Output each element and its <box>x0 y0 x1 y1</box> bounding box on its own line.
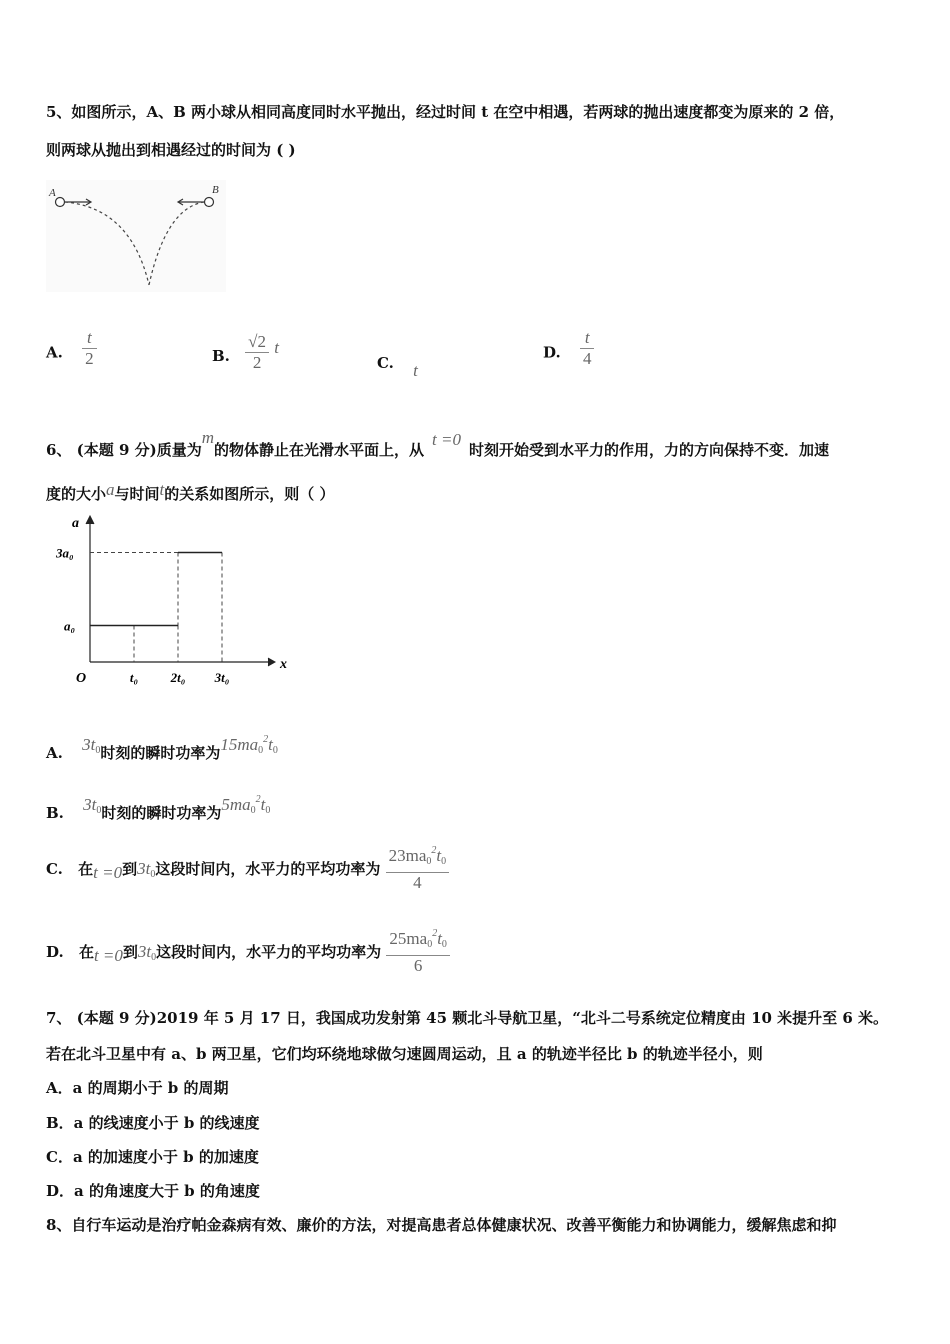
x-axis-label: x <box>280 657 287 672</box>
q6-a-symbol: a <box>106 480 115 499</box>
q5-option-b[interactable] <box>212 331 279 373</box>
q6-line2-a: 度的大小 <box>46 485 107 503</box>
q6-option-b-text: 时刻的瞬时功率为 <box>101 804 222 822</box>
q6-line1-a: 6、 (本题 9 分)质量为 <box>46 441 202 459</box>
q6-line2 <box>46 480 335 504</box>
q6-option-a-label: A. <box>46 744 63 762</box>
q5-option-b-label: B. <box>212 347 230 365</box>
ball-a <box>56 198 65 207</box>
q6-option-d-t0: t =0 <box>93 946 123 965</box>
frac-den: 2 <box>85 349 94 368</box>
y-axis-label: a <box>72 516 79 531</box>
q5-option-c-value: t <box>413 361 418 380</box>
origin-label: O <box>76 671 87 686</box>
q6-line1-b: 的物体静止在光滑水平面上，从 <box>214 441 425 459</box>
q6-option-d-to: 到 <box>122 943 138 961</box>
y-axis-arrow <box>86 516 94 524</box>
q5-figure <box>46 180 226 292</box>
q8-line1: 8、自行车运动是治疗帕金森病有效、廉价的方法，对提高患者总体健康状况、改善平衡能力和协调能力，缓解焦虑和抑 <box>46 1216 837 1234</box>
y-tick-3a0: 3a₀ <box>56 545 74 561</box>
q5-option-b-suffix: t <box>274 338 279 357</box>
q5-option-a-label: A. <box>46 343 63 362</box>
x-tick-3: 3t₀ <box>214 670 230 685</box>
q6-option-b[interactable] <box>46 790 270 823</box>
q6-option-c-to: 到 <box>122 860 138 878</box>
q6-t-zero: t =0 <box>432 430 461 449</box>
q5-option-c-label: C. <box>377 354 394 372</box>
q6-option-a-text: 时刻的瞬时功率为 <box>100 744 221 762</box>
ball-b <box>205 198 214 207</box>
q5-option-a-fraction <box>82 328 97 369</box>
q5-option-a[interactable] <box>46 328 97 369</box>
q6-option-c-time: 3t0 <box>137 859 156 880</box>
q7-line2: 若在北斗卫星中有 a、b 两卫星，它们均环绕地球做匀速圆周运动，且 a 的轨迹半径比 b 的轨迹半径小，则 <box>46 1045 763 1063</box>
q7-option-c[interactable]: C．a 的加速度小于 b 的加速度 <box>46 1148 259 1166</box>
q6-option-b-time: 3t0 <box>83 795 102 816</box>
frac-num: t <box>584 328 590 347</box>
q6-option-d-text: 这段时间内，水平力的平均功率为 <box>156 943 382 961</box>
q5-option-d[interactable] <box>543 328 594 369</box>
y-tick-a0: a₀ <box>64 618 76 634</box>
q6-t-symbol: t <box>159 480 165 499</box>
q6-option-c-t0: t =0 <box>93 863 123 882</box>
q7-option-b[interactable]: B．a 的线速度小于 b 的线速度 <box>46 1114 260 1132</box>
q6-option-a-time: 3t0 <box>82 735 101 756</box>
q5-option-c[interactable] <box>377 354 418 381</box>
q6-option-b-label: B. <box>46 804 64 822</box>
q6-option-c-label: C. <box>46 860 63 878</box>
q6-option-a[interactable] <box>46 730 278 763</box>
q6-line1-c: 时刻开始受到水平力的作用，力的方向保持不变．加速 <box>469 441 830 459</box>
q7-option-d[interactable]: D．a 的角速度大于 b 的角速度 <box>46 1182 260 1200</box>
q5-option-b-fraction <box>245 332 269 373</box>
q5-option-d-fraction <box>580 328 595 369</box>
q6-line2-c: 的关系如图所示，则（ ） <box>164 485 335 503</box>
q5-option-d-label: D. <box>543 343 561 362</box>
frac-num: √2 <box>248 331 266 351</box>
q6-line2-b: 与时间 <box>114 485 160 503</box>
q5-label-b: B <box>212 184 219 196</box>
q6-option-c[interactable] <box>46 845 449 899</box>
q5-line1: 5、如图所示，A、B 两小球从相同高度同时水平抛出，经过时间 t 在空中相遇，若两球的抛出速度都变为原来的 2 倍， <box>46 103 845 121</box>
x-tick-2: 2t₀ <box>170 670 186 685</box>
q5-label-a: A <box>49 187 56 199</box>
q6-option-c-fraction: $\frac{23ma0^2t0}{4}$ <box>386 841 450 893</box>
frac-den: 4 <box>582 349 592 368</box>
q6-chart <box>46 512 287 686</box>
q6-mass-symbol: m <box>201 428 215 447</box>
q6-option-b-expr: $5ma0^2t0$ <box>221 794 271 816</box>
x-tick-1: t₀ <box>129 670 139 685</box>
q6-option-c-text: 这段时间内，水平力的平均功率为 <box>155 860 381 878</box>
q5-line2: 则两球从抛出到相遇经过的时间为 ( ) <box>46 141 296 159</box>
q6-option-d[interactable] <box>46 928 450 982</box>
x-axis-arrow <box>268 658 275 666</box>
q6-option-d-pre: 在 <box>78 943 94 961</box>
q6-option-a-expr: $15ma0^2t0$ <box>220 734 278 756</box>
q7-option-a[interactable]: A．a 的周期小于 b 的周期 <box>46 1079 229 1097</box>
q7-line1: 7、 (本题 9 分)2019 年 5 月 17 日，我国成功发射第 45 颗北斗导航卫星，“北斗二号系统定位精度由 10 米提升至 6 米。 <box>46 1009 889 1027</box>
q6-option-c-pre: 在 <box>78 860 94 878</box>
frac-num: t <box>86 328 92 347</box>
q6-option-d-time: 3t0 <box>137 942 157 963</box>
q6-option-d-label: D. <box>46 943 64 961</box>
q6-line1 <box>46 428 829 460</box>
q6-option-d-fraction: $\frac{25ma0^2t0}{6}$ <box>386 924 450 976</box>
frac-den: 2 <box>252 352 262 372</box>
